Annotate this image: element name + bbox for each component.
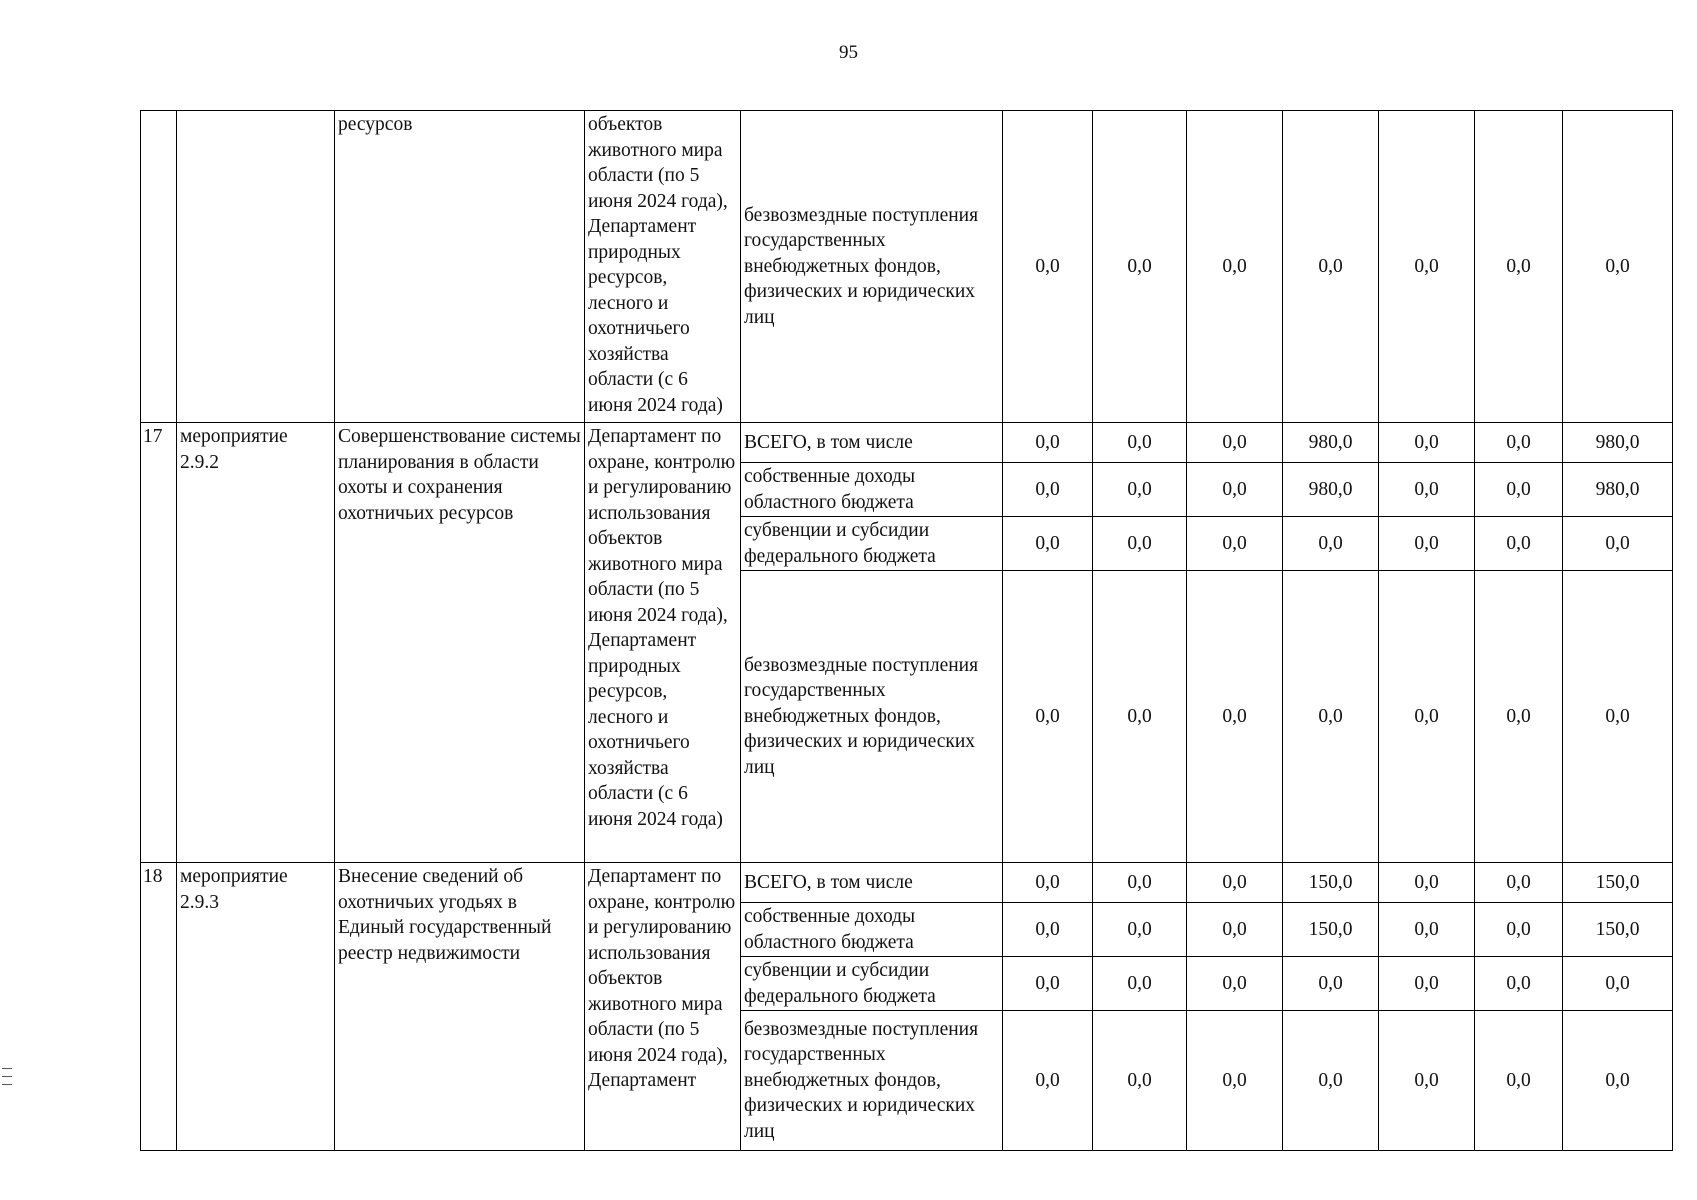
value-cell: 0,0 (1093, 903, 1187, 957)
funding-source-cell: безвозмездные поступления государственных внебюджетных фондов, физических и юридических лиц (741, 1011, 1003, 1151)
value-cell: 980,0 (1283, 463, 1379, 517)
value-cell: 0,0 (1379, 863, 1475, 903)
value-cell: 0,0 (1093, 571, 1187, 863)
value-cell: 0,0 (1187, 423, 1283, 463)
value-cell: 0,0 (1187, 1011, 1283, 1151)
value-cell: 0,0 (1379, 111, 1475, 423)
value-cell: 150,0 (1283, 863, 1379, 903)
value-cell: 0,0 (1093, 111, 1187, 423)
activity-type-cell: мероприятие 2.9.3 (177, 863, 335, 1151)
value-cell: 0,0 (1563, 957, 1673, 1011)
row-number-cell: 18 (141, 863, 177, 1151)
value-cell: 0,0 (1003, 903, 1093, 957)
value-cell: 150,0 (1563, 863, 1673, 903)
row-number-cell (141, 111, 177, 423)
value-cell: 0,0 (1475, 571, 1563, 863)
table-row (141, 423, 1673, 463)
value-cell: 0,0 (1003, 423, 1093, 463)
margin-tick (2, 1076, 12, 1077)
executor-cell: объектов животного мира области (по 5 июня 2024 года), Департамент природных ресурсов, лесного и охотничьего хозяйства области (с 6 июня 2024 года) (585, 111, 741, 423)
value-cell: 980,0 (1563, 463, 1673, 517)
funding-source-cell: ВСЕГО, в том числе (741, 423, 1003, 463)
value-cell: 0,0 (1475, 903, 1563, 957)
value-cell: 150,0 (1283, 903, 1379, 957)
value-cell: 0,0 (1475, 111, 1563, 423)
value-cell: 0,0 (1563, 571, 1673, 863)
margin-tick (2, 1068, 12, 1069)
value-cell: 0,0 (1475, 863, 1563, 903)
value-cell: 0,0 (1003, 1011, 1093, 1151)
value-cell: 0,0 (1379, 571, 1475, 863)
value-cell: 0,0 (1187, 863, 1283, 903)
value-cell: 0,0 (1563, 1011, 1673, 1151)
value-cell: 0,0 (1475, 423, 1563, 463)
activity-type-cell (177, 111, 335, 423)
value-cell: 0,0 (1003, 957, 1093, 1011)
value-cell: 0,0 (1187, 463, 1283, 517)
executor-cell: Департамент по охране, контролю и регулированию использования объектов животного мира области (по 5 июня 2024 года), Департамент природных ресурсов, лесного и охотничьего хозяйства области (с 6 июня 2024 года) (585, 423, 741, 863)
value-cell: 0,0 (1475, 957, 1563, 1011)
value-cell: 0,0 (1093, 423, 1187, 463)
value-cell: 0,0 (1475, 1011, 1563, 1151)
value-cell: 0,0 (1003, 571, 1093, 863)
value-cell: 0,0 (1475, 463, 1563, 517)
value-cell: 0,0 (1379, 463, 1475, 517)
value-cell: 0,0 (1093, 517, 1187, 571)
row-number-cell: 17 (141, 423, 177, 863)
value-cell: 0,0 (1283, 1011, 1379, 1151)
value-cell: 0,0 (1003, 463, 1093, 517)
activity-name-cell: Внесение сведений об охотничьих угодьях в Единый государственный реестр недвижимости (335, 863, 585, 1151)
value-cell: 0,0 (1563, 517, 1673, 571)
value-cell: 0,0 (1283, 517, 1379, 571)
value-cell: 980,0 (1283, 423, 1379, 463)
executor-cell: Департамент по охране, контролю и регулированию использования объектов животного мира области (по 5 июня 2024 года), Департамент (585, 863, 741, 1151)
value-cell: 0,0 (1379, 517, 1475, 571)
value-cell: 0,0 (1093, 957, 1187, 1011)
value-cell: 0,0 (1563, 111, 1673, 423)
value-cell: 0,0 (1093, 463, 1187, 517)
funding-source-cell: собственные доходы областного бюджета (741, 903, 1003, 957)
funding-source-cell: субвенции и субсидии федерального бюджета (741, 517, 1003, 571)
page-number: 95 (839, 42, 858, 63)
margin-tick (2, 1084, 12, 1085)
value-cell: 0,0 (1379, 903, 1475, 957)
value-cell: 0,0 (1283, 571, 1379, 863)
value-cell: 0,0 (1187, 517, 1283, 571)
activity-type-cell: мероприятие 2.9.2 (177, 423, 335, 863)
budget-table (140, 110, 1673, 1151)
funding-source-cell: собственные доходы областного бюджета (741, 463, 1003, 517)
table-row (141, 111, 1673, 423)
value-cell: 0,0 (1379, 957, 1475, 1011)
funding-source-cell: безвозмездные поступления государственных внебюджетных фондов, физических и юридических лиц (741, 571, 1003, 863)
activity-name-cell: ресурсов (335, 111, 585, 423)
value-cell: 0,0 (1003, 517, 1093, 571)
value-cell: 0,0 (1093, 1011, 1187, 1151)
value-cell: 0,0 (1187, 111, 1283, 423)
value-cell: 980,0 (1563, 423, 1673, 463)
value-cell: 0,0 (1379, 423, 1475, 463)
value-cell: 0,0 (1187, 571, 1283, 863)
value-cell: 0,0 (1283, 111, 1379, 423)
activity-name-cell: Совершенствование системы планирования в области охоты и сохранения охотничьих ресурсов (335, 423, 585, 863)
value-cell: 0,0 (1475, 517, 1563, 571)
funding-source-cell: ВСЕГО, в том числе (741, 863, 1003, 903)
funding-source-cell: субвенции и субсидии федерального бюджета (741, 957, 1003, 1011)
value-cell: 0,0 (1187, 957, 1283, 1011)
value-cell: 0,0 (1093, 863, 1187, 903)
value-cell: 0,0 (1283, 957, 1379, 1011)
funding-source-cell: безвозмездные поступления государственных внебюджетных фондов, физических и юридических лиц (741, 111, 1003, 423)
value-cell: 0,0 (1003, 111, 1093, 423)
value-cell: 0,0 (1379, 1011, 1475, 1151)
value-cell: 0,0 (1003, 863, 1093, 903)
value-cell: 0,0 (1187, 903, 1283, 957)
table-row (141, 863, 1673, 903)
value-cell: 150,0 (1563, 903, 1673, 957)
